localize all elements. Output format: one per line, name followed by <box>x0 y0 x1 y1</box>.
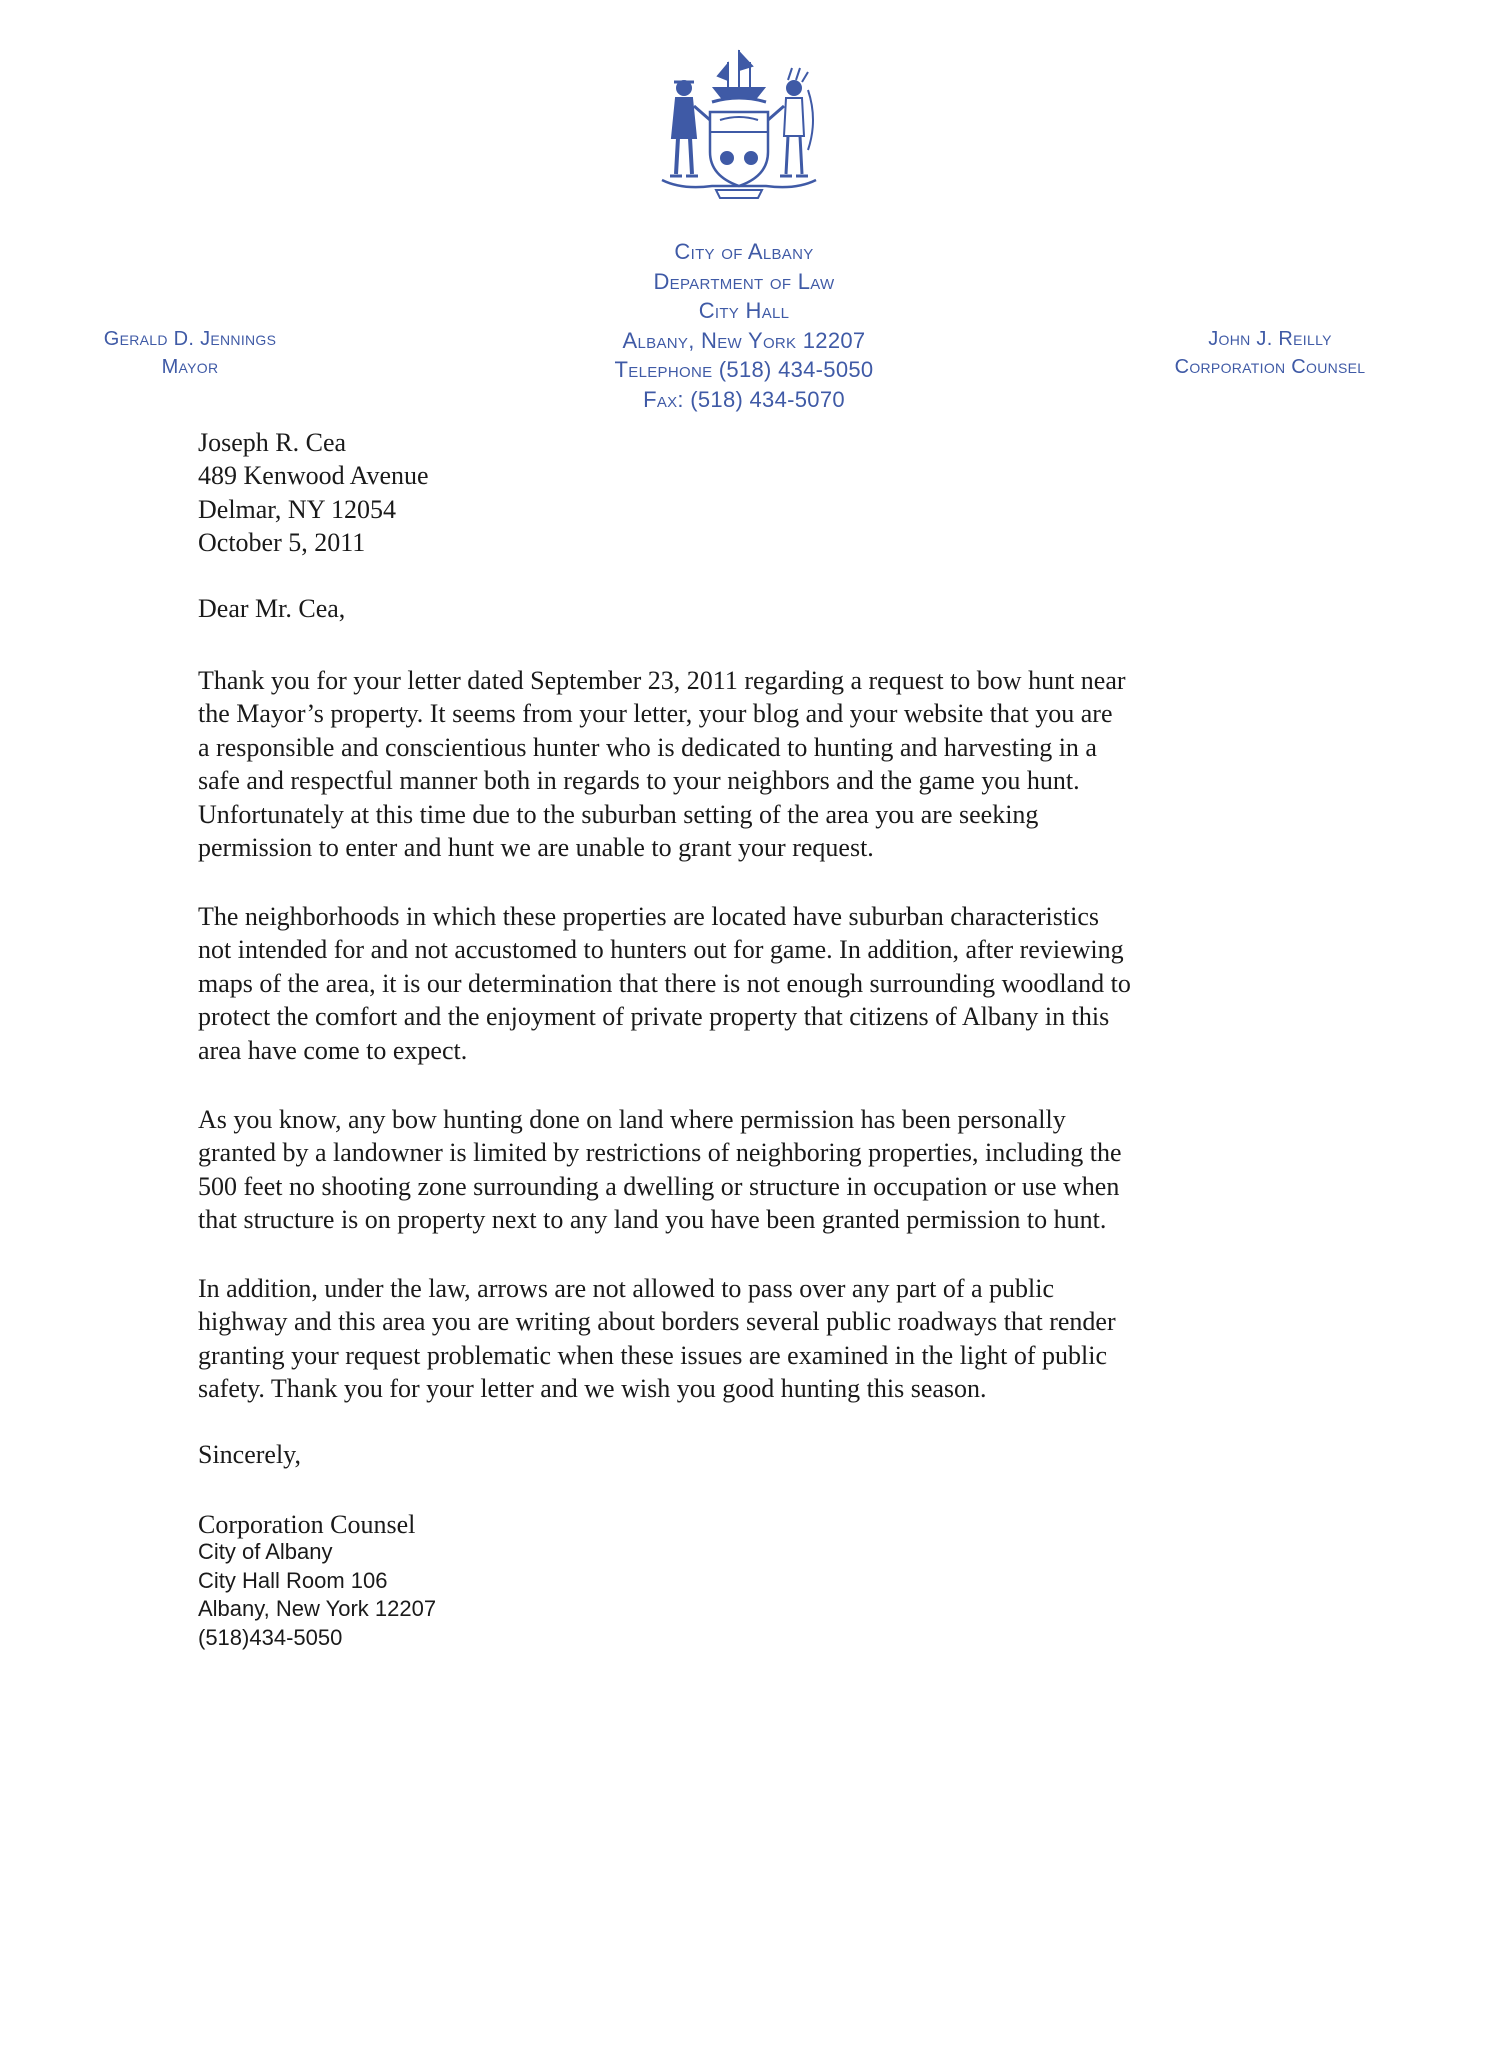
department-line-agency: City of Albany <box>674 239 814 264</box>
counsel-title: Corporation Counsel <box>1174 356 1366 378</box>
letter-date: October 5, 2011 <box>198 528 366 558</box>
paragraph-line: As you know, any bow hunting done on land where permission has been personally <box>198 1105 1066 1134</box>
closing: Sincerely, <box>198 1440 301 1469</box>
paragraph-line: In addition, under the law, arrows are not allowed to pass over any part of a public <box>198 1274 1055 1303</box>
paragraph-line: a responsible and conscientious hunter who is dedicated to hunting and harvesting in a <box>198 732 1097 762</box>
paragraph-line: maps of the area, it is our determination that there is not enough surrounding woodland to <box>198 968 1131 998</box>
salutation: Dear Mr. Cea, <box>198 594 346 623</box>
signature-line: Albany, New York 12207 <box>198 1596 437 1621</box>
recipient-name: Joseph R. Cea <box>198 428 347 457</box>
department-line-name: Department of Law <box>653 268 835 294</box>
department-letterhead <box>494 237 994 414</box>
paragraph-1 <box>198 664 1308 864</box>
paragraph-line: permission to enter and hunt we are unable to grant your request. <box>198 833 874 863</box>
recipient-city: Delmar, NY 12054 <box>198 494 397 524</box>
paragraph-line: granting your request problematic when these issues are examined in the light of public <box>198 1340 1108 1370</box>
department-line-telephone: Telephone (518) 434-5050 <box>614 357 874 382</box>
signature-title: Corporation Counsel <box>198 1510 416 1539</box>
paragraph-2 <box>198 900 1308 1067</box>
mayor-name: Gerald D. Jennings <box>103 328 277 350</box>
counsel-block <box>1120 325 1420 381</box>
paragraph-line: highway and this area you are writing about borders several public roadways that render <box>198 1307 1116 1337</box>
city-seal-icon <box>652 40 826 200</box>
mayor-title: Mayor <box>161 356 219 378</box>
signature-line: City Hall Room 106 <box>198 1567 388 1593</box>
paragraph-line: Thank you for your letter dated September 23, 2011 regarding a request to bow hunt near <box>198 666 1126 695</box>
paragraph-line: The neighborhoods in which these properties are located have suburban characteristics <box>198 902 1099 931</box>
department-line-building: City Hall <box>698 298 790 323</box>
department-line-city: Albany, New York 12207 <box>622 327 866 353</box>
paragraph-line: safety. Thank you for your letter and we wish you good hunting this season. <box>198 1374 987 1404</box>
paragraph-line: Unfortunately at this time due to the suburban setting of the area you are seeking <box>198 799 1039 829</box>
paragraph-line: that structure is on property next to any land you have been granted permission to hunt. <box>198 1205 1107 1235</box>
paragraph-line: not intended for and not accustomed to hunters out for game. In addition, after reviewing <box>198 935 1124 965</box>
paragraph-line: granted by a landowner is limited by restrictions of neighboring properties, including the <box>198 1138 1122 1168</box>
paragraph-3 <box>198 1103 1308 1237</box>
signature-line: (518)434-5050 <box>198 1624 343 1650</box>
paragraph-line: area have come to expect. <box>198 1035 468 1065</box>
paragraph-line: protect the comfort and the enjoyment of private property that citizens of Albany in this <box>198 1002 1110 1032</box>
paragraph-line: 500 feet no shooting zone surrounding a dwelling or structure in occupation or use when <box>198 1171 1120 1201</box>
recipient-street: 489 Kenwood Avenue <box>198 461 429 491</box>
signature-line: City of Albany <box>198 1539 333 1564</box>
signature-block <box>198 1538 436 1652</box>
paragraph-line: safe and respectful manner both in regards to your neighbors and the game you hunt. <box>198 766 1080 796</box>
counsel-name: John J. Reilly <box>1208 328 1332 350</box>
mayor-block <box>60 325 320 381</box>
department-line-fax: Fax: (518) 434-5070 <box>643 386 845 412</box>
paragraph-4 <box>198 1272 1308 1406</box>
recipient-address <box>198 426 1308 560</box>
paragraph-line: the Mayor’s property. It seems from your letter, your blog and your website that you are <box>198 699 1113 729</box>
